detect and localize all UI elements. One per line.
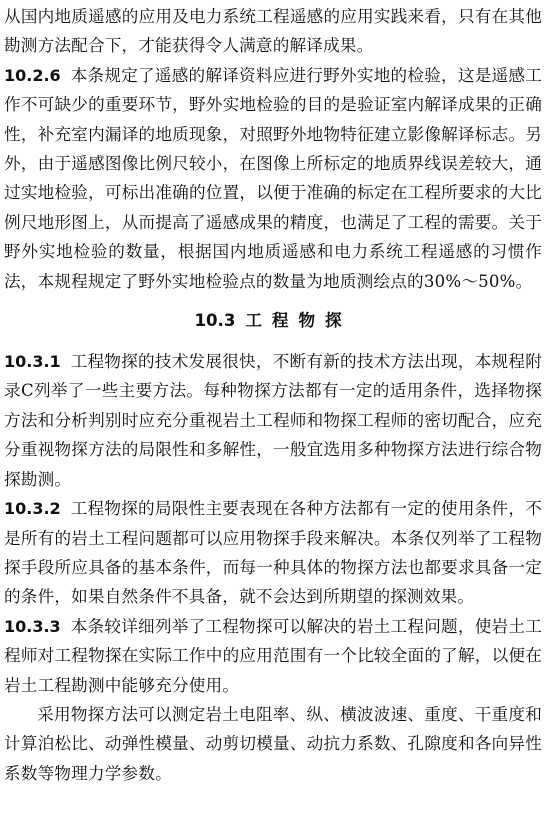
clause-number: 10.3.2 — [4, 499, 61, 519]
clause-number: 10.3.1 — [4, 352, 61, 372]
clause-number: 10.3.3 — [4, 616, 61, 636]
section-heading — [4, 306, 542, 335]
paragraph-parameters — [4, 700, 542, 788]
clause-text: 工程物探的局限性主要表现在各种方法都有一定的使用条件，不是所有的岩土工程问题都可以应用物探手段来解决。本条仅列举了工程物探手段所应具备的基本条件，而每一种具体的物探方法也都要求具备一定的条件，如果自然条件不具备，就不会达到所期望的探测效果。 — [4, 499, 542, 607]
paragraph-text: 采用物探方法可以测定岩土电阻率、纵、横波波速、重度、干重度和计算泊松比、动弹性模量、动剪切模量、动抗力系数、孔隙度和各向异性系数等物理力学参数。 — [4, 704, 542, 783]
clause-text: 本条规定了遥感的解译资料应进行野外实地的检验，这是遥感工作不可缺少的重要环节，野外实地检验的目的是验证室内解译成果的正确性，补充室内漏译的地质现象，对照野外地物特征建立影像解译标志。另外，由于遥感图像比例尺较小，在图像上所标定的地质界线误差较大，通过实地检验，可标出准确的位置，以便于准确的标定在工程所要求的大比例尺地形图上，从而提高了遥感成果的精度，也满足了工程的需要。关于野外实地检验的数量，根据国内地质遥感和电力系统工程遥感的习惯作法，本规程规定了野外实地检验点的数量为地质测绘点的30%～50%。 — [4, 65, 542, 291]
clause-text: 本条较详细列举了工程物探可以解决的岩土工程问题，使岩土工程师对工程物探在实际工作中的应用范围有一个比较全面的了解，以便在岩土工程勘测中能够充分使用。 — [4, 616, 542, 695]
paragraph-text: 从国内地质遥感的应用及电力系统工程遥感的应用实践来看，只有在其他勘测方法配合下，才能获得令人满意的解译成果。 — [4, 7, 542, 56]
clause-number: 10.2.6 — [4, 65, 61, 85]
paragraph-continuation — [4, 2, 542, 61]
section-title: 工程物探 — [245, 311, 352, 331]
clause-10-2-6 — [4, 61, 542, 296]
clause-10-3-1 — [4, 347, 542, 494]
clause-text: 工程物探的技术发展很快，不断有新的技术方法出现，本规程附录C列举了一些主要方法。每种物探方法都有一定的适用条件，选择物探方法和分析判别时应充分重视岩土工程师和物探工程师的密切配合，应充分重视物探方法的局限性和多解性，一般宜选用多种物探方法进行综合物探勘测。 — [4, 352, 542, 489]
clause-10-3-2 — [4, 494, 542, 612]
section-number: 10.3 — [194, 311, 236, 331]
clause-10-3-3 — [4, 612, 542, 700]
